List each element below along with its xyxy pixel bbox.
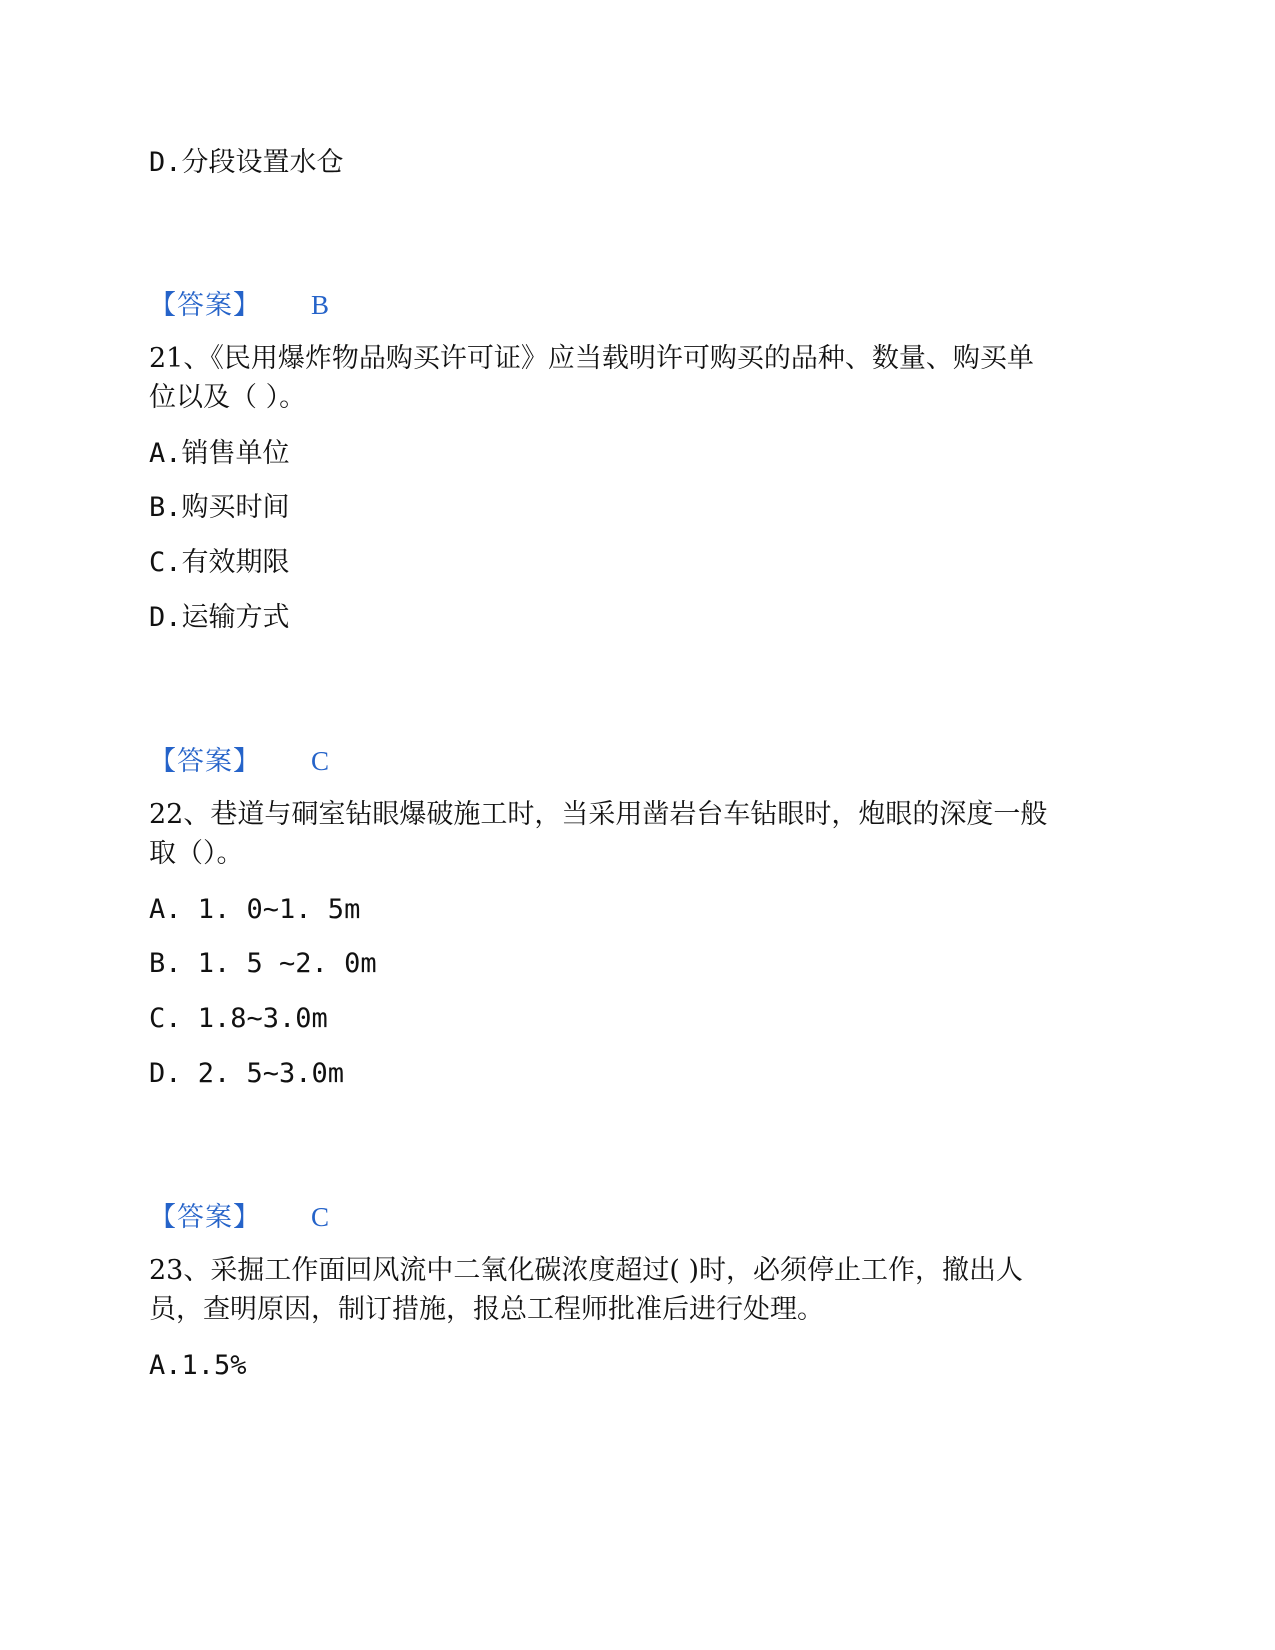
q22-option-a: A. 1. 0~1. 5m xyxy=(149,894,361,925)
answer-value: B xyxy=(311,290,330,320)
q21-answer xyxy=(149,741,329,782)
q22-option-c: C. 1.8~3.0m xyxy=(149,1003,328,1034)
q20-answer xyxy=(149,285,329,326)
q22-stem-line2: 取（）。 xyxy=(149,838,244,869)
q20-option-d: D.分段设置水仓 xyxy=(149,147,344,178)
q23-stem-line1: 23、采掘工作面回风流中二氧化碳浓度超过( )时，必须停止工作，撤出人 xyxy=(149,1255,1024,1286)
q22-option-b: B. 1. 5 ~2. 0m xyxy=(149,948,377,979)
answer-label: 【答案】 xyxy=(149,746,261,777)
q21-option-d: D.运输方式 xyxy=(149,602,290,633)
q21-stem-line1: 21、《民用爆炸物品购买许可证》应当载明许可购买的品种、数量、购买单 xyxy=(149,343,1034,374)
answer-value: C xyxy=(311,1202,330,1232)
q22-option-d: D. 2. 5~3.0m xyxy=(149,1058,345,1089)
answer-value: C xyxy=(311,746,330,776)
q21-stem-line2: 位以及（ ）。 xyxy=(149,382,307,413)
q23-stem-line2: 员，查明原因，制订措施，报总工程师批准后进行处理。 xyxy=(149,1294,824,1325)
q23-option-a: A.1.5% xyxy=(149,1350,247,1381)
q21-option-a: A.销售单位 xyxy=(149,438,290,469)
q22-stem-line1: 22、巷道与硐室钻眼爆破施工时，当采用凿岩台车钻眼时，炮眼的深度一般 xyxy=(149,799,1048,830)
q21-option-b: B.购买时间 xyxy=(149,492,290,523)
q21-option-c: C.有效期限 xyxy=(149,547,290,578)
answer-label: 【答案】 xyxy=(149,1202,261,1233)
q22-answer xyxy=(149,1197,329,1238)
answer-label: 【答案】 xyxy=(149,290,261,321)
